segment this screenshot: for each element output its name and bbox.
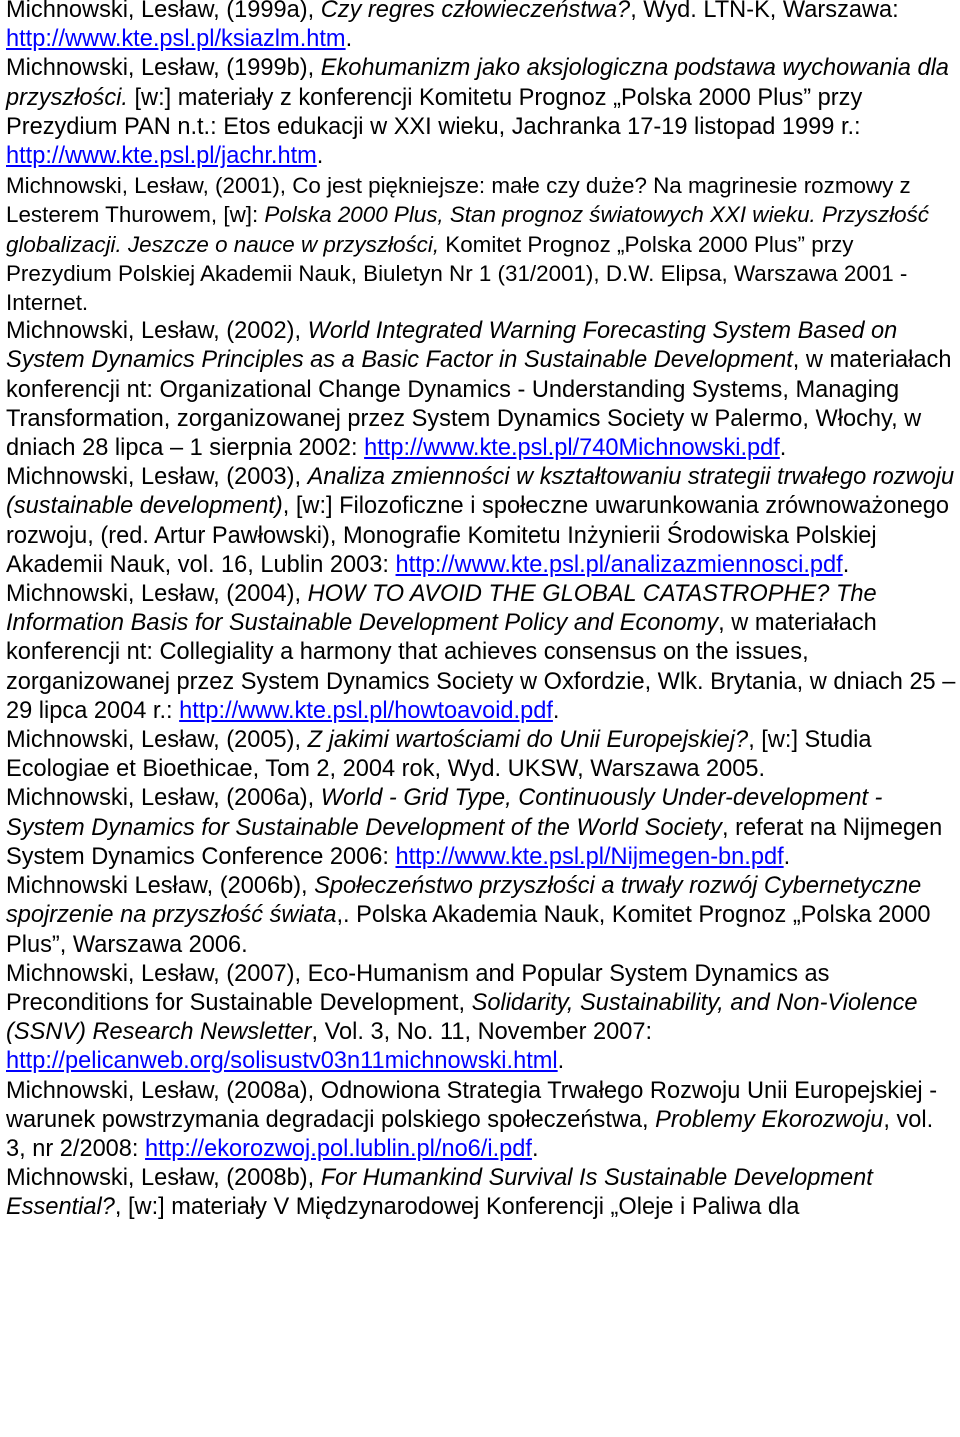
reference-text: , [w:] Filozoficzne i społeczne uwarunkowania zrównoważonego rozwoju, (red. Artur Pawłowski), Monografie Komitetu Inżynierii Środowiska Polskiej Akademii Nauk, vol. 16, Lublin 2003: xyxy=(6,493,949,578)
reference-text: Michnowski, Lesław, (2002), xyxy=(6,318,308,345)
reference-title-italic: World Integrated Warning Forecasting System Based on System Dynamics Principles as a Basic Factor in Sustainable Development xyxy=(6,318,898,374)
reference-text: . xyxy=(557,1048,565,1075)
reference-url-link[interactable]: http://www.kte.psl.pl/howtoavoid.pdf xyxy=(179,697,553,724)
reference-title-italic: Solidarity, Sustainability, and Non-Violence (SSNV) Research Newsletter xyxy=(6,989,918,1046)
reference-text: . xyxy=(345,26,353,53)
reference-title-italic: Czy regres człowieczeństwa? xyxy=(320,0,631,23)
reference-url-link[interactable]: http://pelicanweb.org/solisustv03n11michnowski.html xyxy=(6,1048,558,1075)
reference-text: , Wyd. LTN-K, Warszawa: xyxy=(630,0,899,23)
reference-title-italic: Ekohumanizm jako aksjologiczna podstawa wychowania dla przyszłości. xyxy=(6,55,949,111)
reference-text: Michnowski, Lesław, (2005), xyxy=(6,727,308,754)
reference-entry xyxy=(6,580,956,726)
reference-title-italic: Analiza zmienności w kształtowaniu strategii trwałego rozwoju (sustainable development) xyxy=(6,464,955,520)
reference-text: Michnowski, Lesław, (2004), xyxy=(6,581,308,608)
reference-entry xyxy=(6,726,956,784)
reference-text: . xyxy=(552,697,560,724)
reference-text: . xyxy=(779,435,787,462)
reference-text: Michnowski, Lesław, (2007), Eco-Humanism and Popular System Dynamics as Preconditions for Sustainable Development, xyxy=(6,960,830,1016)
reference-entry xyxy=(6,872,956,960)
reference-text: Michnowski, Lesław, (1999a), xyxy=(6,0,321,23)
reference-url-link[interactable]: http://ekorozwoj.pol.lublin.pl/no6/i.pdf xyxy=(145,1135,532,1162)
reference-title-italic: HOW TO AVOID THE GLOBAL CATASTROPHE? The Information Basis for Sustainable Development Policy and Economy xyxy=(6,581,877,637)
bibliography-list xyxy=(6,0,956,1223)
reference-title-italic: Społeczeństwo przyszłości a trwały rozwój Cybernetyczne spojrzenie na przyszłość świata xyxy=(6,873,922,929)
reference-entry xyxy=(6,317,956,463)
reference-text: . xyxy=(842,551,850,578)
reference-text: . xyxy=(783,843,791,870)
reference-text: , [w:] materiały V Międzynarodowej Konferencji „Oleje i Paliwa dla xyxy=(114,1194,800,1221)
reference-entry xyxy=(6,1164,956,1222)
reference-title-italic: Polska 2000 Plus, Stan prognoz światowych XXI wieku. Przyszłość globalizacji. Jeszcze o nauce w przyszłości, xyxy=(6,202,929,257)
reference-text: Michnowski, Lesław, (2006a), xyxy=(6,785,321,812)
reference-title-italic: Z jakimi wartościami do Unii Europejskiej? xyxy=(307,727,749,754)
reference-text: Michnowski, Lesław, (2008b), xyxy=(6,1165,321,1192)
reference-entry xyxy=(6,171,956,317)
reference-entry xyxy=(6,0,956,54)
reference-text: [w:] materiały z konferencji Komitetu Prognoz „Polska 2000 Plus” przy Prezydium PAN n.t.: Etos edukacji w XXI wieku, Jachranka 17-19 listopad 1999 r.: xyxy=(6,84,863,140)
reference-url-link[interactable]: http://www.kte.psl.pl/740Michnowski.pdf xyxy=(364,435,780,462)
reference-text: Michnowski Lesław, (2006b), xyxy=(6,873,315,900)
reference-title-italic: World - Grid Type, Continuously Under-development - System Dynamics for Sustainable Development of the World Society xyxy=(6,785,883,841)
reference-text: Michnowski, Lesław, (1999b), xyxy=(6,55,321,82)
reference-text: , w materiałach konferencji nt: Organizational Change Dynamics - Understanding Systems, Managing Transformation, zorganizowanej przez System Dynamics Society w Palermo, Włochy, w dniach 28 lipca – 1 sierpnia 2002: xyxy=(6,347,952,462)
reference-url-link[interactable]: http://www.kte.psl.pl/Nijmegen-bn.pdf xyxy=(395,843,784,870)
reference-text: , referat na Nijmegen System Dynamics Conference 2006: xyxy=(6,814,943,870)
reference-entry xyxy=(6,960,956,1077)
reference-entry xyxy=(6,54,956,171)
reference-text: Michnowski, Lesław, (2008a), Odnowiona Strategia Trwałego Rozwoju Unii Europejskiej - warunek powstrzymania degradacji polskiego społeczeństwa, xyxy=(6,1077,938,1133)
reference-text: , w materiałach konferencji nt: Collegiality a harmony that achieves consensus on the issues, zorganizowanej przez System Dynamics Society w Oxfordzie, Wlk. Brytania, w dniach 25 – 29 lipca 2004 r.: xyxy=(6,610,956,724)
reference-text: , Vol. 3, No. 11, November 2007: xyxy=(311,1019,653,1046)
reference-text: Komitet Prognoz „Polska 2000 Plus” przy Prezydium Polskiej Akademii Nauk, Biuletyn Nr 1 (31/2001), D.W. Elipsa, Warszawa 2001 - Internet. xyxy=(6,231,908,316)
reference-text: , [w:] Studia Ecologiae et Bioethicae, Tom 2, 2004 rok, Wyd. UKSW, Warszawa 2005. xyxy=(6,727,872,783)
reference-text: Michnowski, Lesław, (2003), xyxy=(6,464,308,491)
reference-title-italic: For Humankind Survival Is Sustainable Development Essential? xyxy=(6,1165,873,1221)
reference-text: , vol. 3, nr 2/2008: xyxy=(6,1106,934,1162)
reference-entry xyxy=(6,1077,956,1165)
reference-url-link[interactable]: http://www.kte.psl.pl/analizazmiennosci.pdf xyxy=(395,551,843,578)
reference-url-link[interactable]: http://www.kte.psl.pl/jachr.htm xyxy=(6,143,317,170)
reference-entry xyxy=(6,784,956,872)
reference-text: Michnowski, Lesław, (2001), Co jest piękniejsze: małe czy duże? Na magrinesie rozmowy z Lesterem Thurowem, [w]: xyxy=(6,173,911,228)
reference-text: . xyxy=(531,1135,539,1162)
reference-title-italic: Problemy Ekorozwoju xyxy=(655,1106,884,1133)
reference-text: . xyxy=(316,143,324,170)
reference-url-link[interactable]: http://www.kte.psl.pl/ksiazlm.htm xyxy=(6,26,346,53)
reference-entry xyxy=(6,463,956,580)
reference-text: ,. Polska Akademia Nauk, Komitet Prognoz „Polska 2000 Plus”, Warszawa 2006. xyxy=(6,902,931,958)
